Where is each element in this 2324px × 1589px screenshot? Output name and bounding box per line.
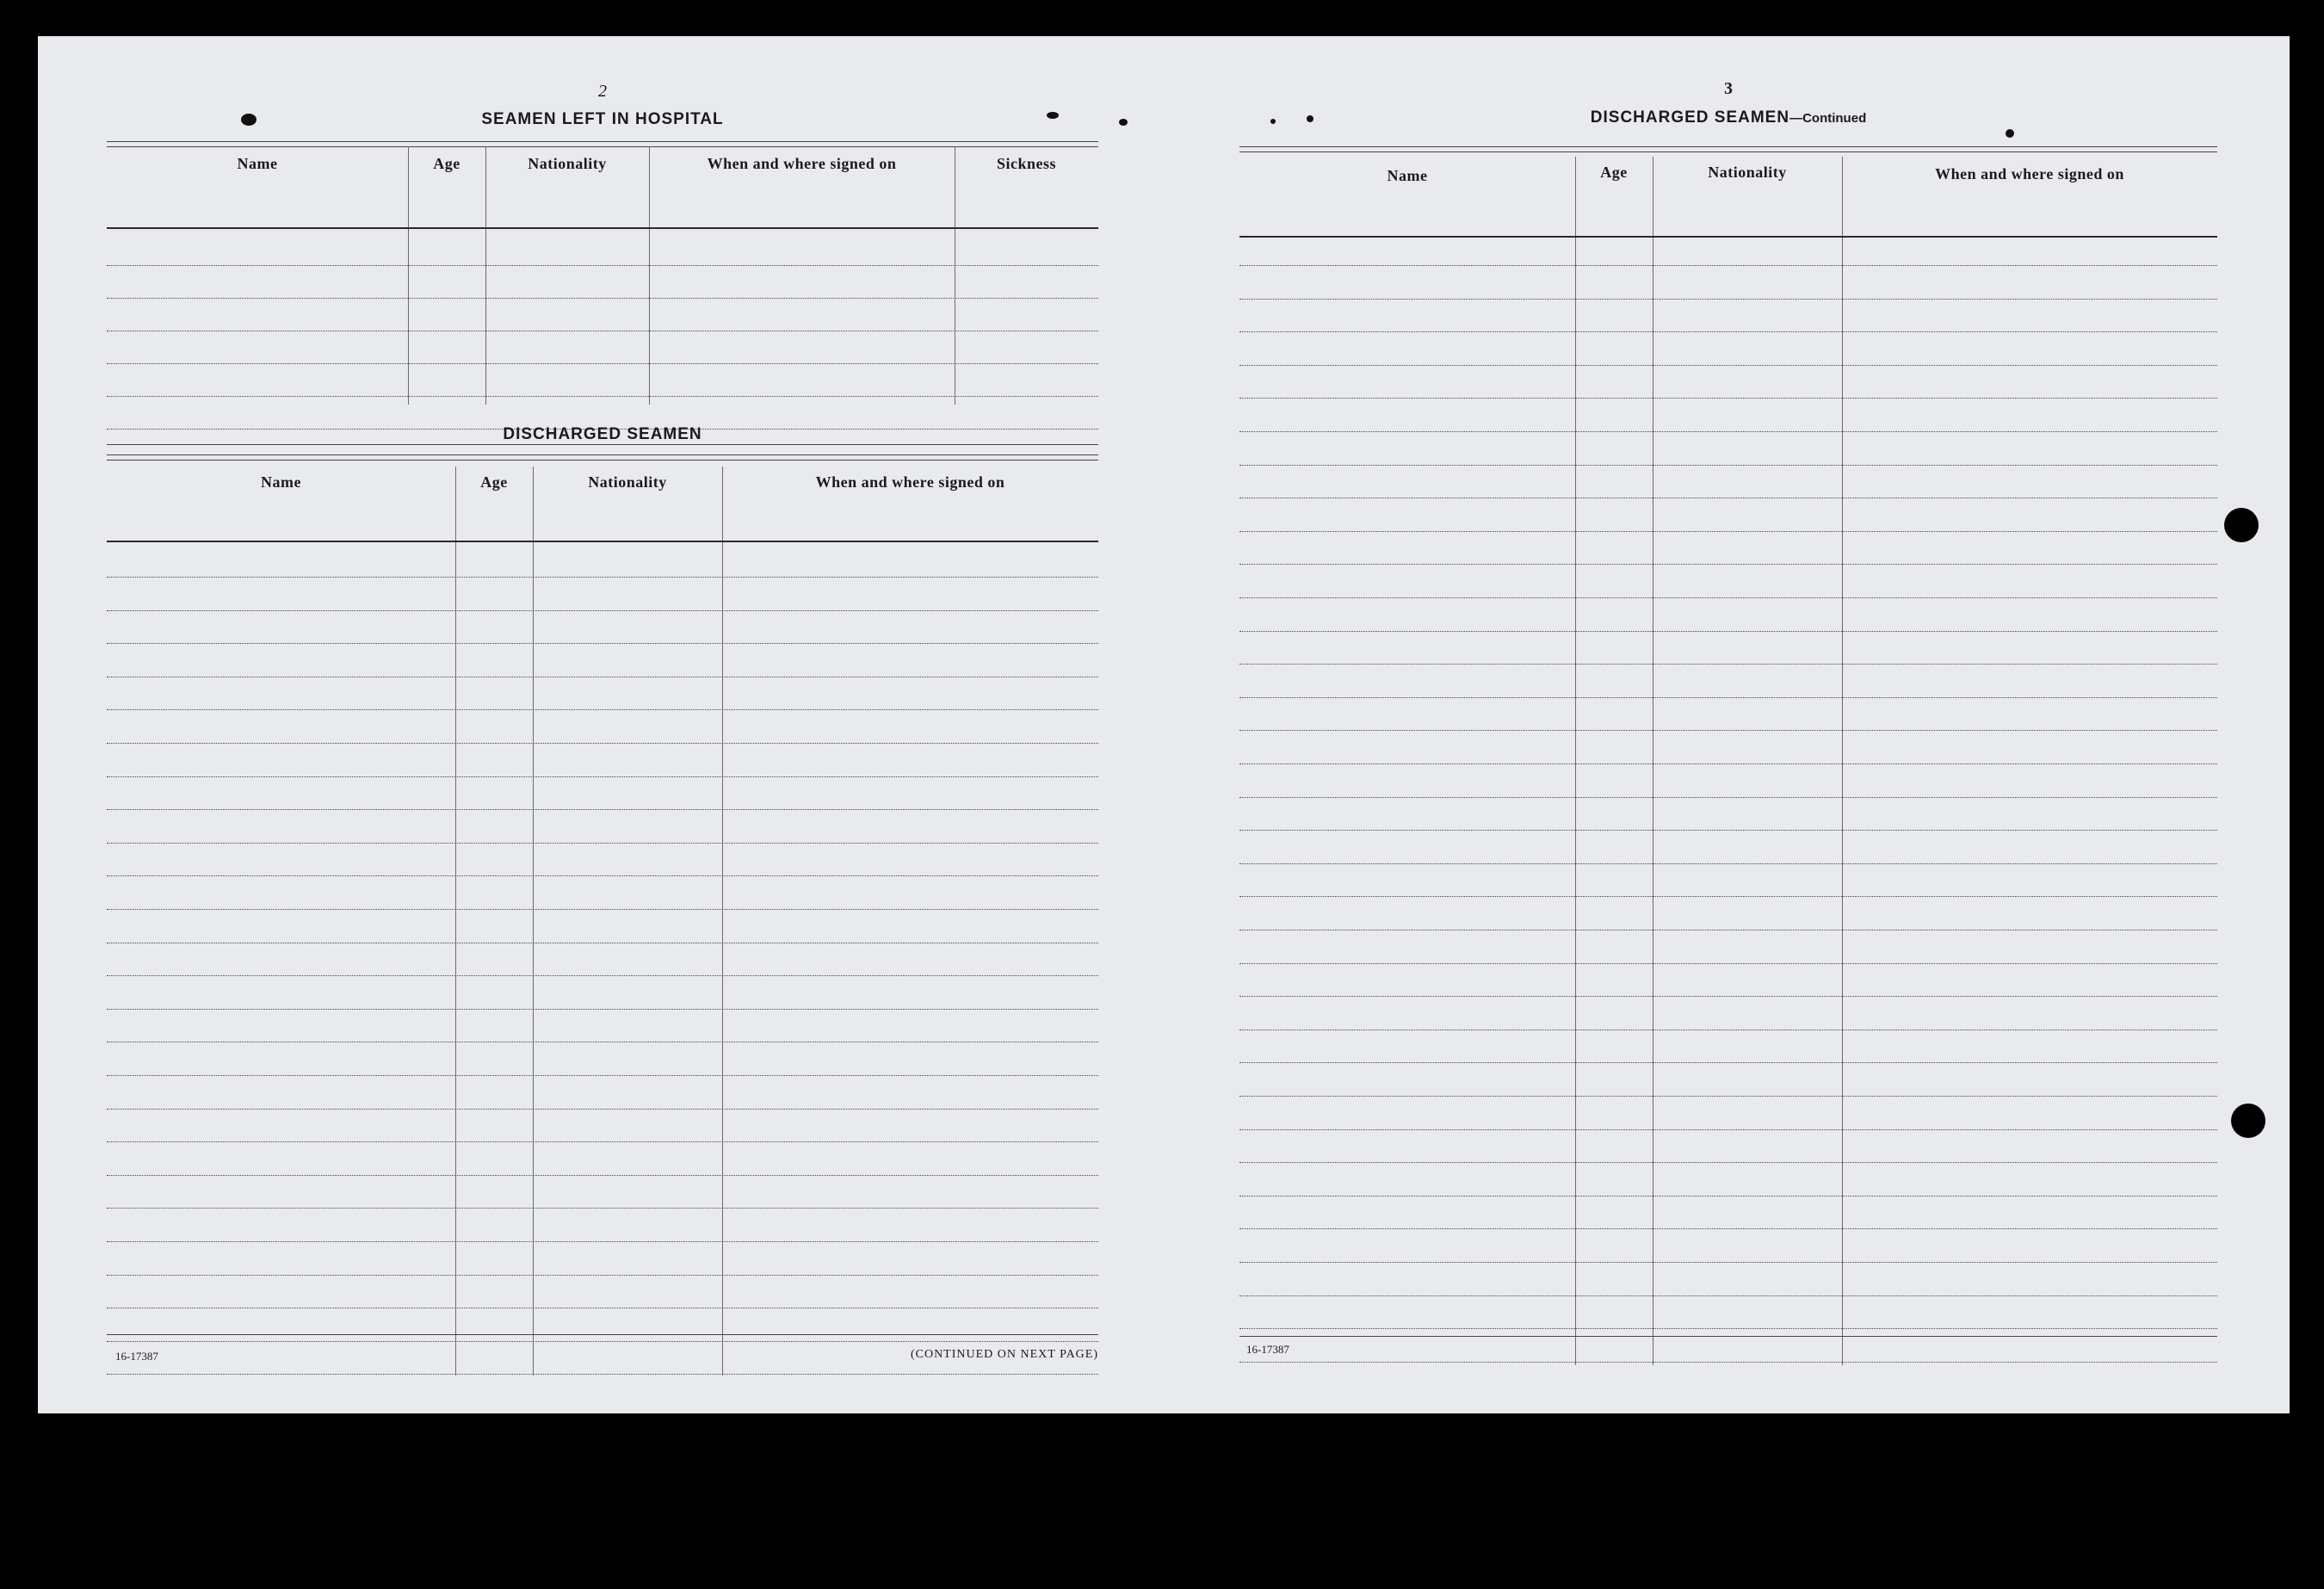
entry-row-line[interactable] <box>107 1208 1098 1209</box>
entry-row-line[interactable] <box>1239 1328 2217 1329</box>
col-header-name: Name <box>237 155 278 172</box>
entry-row-line[interactable] <box>107 298 1098 299</box>
column-divider <box>408 146 409 405</box>
col-header-name: Name <box>1387 167 1428 184</box>
discharged-table <box>107 467 1098 1379</box>
punch-hole <box>2224 508 2259 542</box>
entry-row-line[interactable] <box>1239 896 2217 897</box>
column-divider <box>533 467 534 1376</box>
column-divider <box>455 467 456 1376</box>
entry-row-line[interactable] <box>107 643 1098 644</box>
form-code-right: 16-17387 <box>1246 1343 1289 1356</box>
entry-row-line[interactable] <box>107 809 1098 810</box>
scan-speck <box>1047 112 1059 119</box>
discharged-continued-table <box>1239 157 2217 1379</box>
column-divider <box>649 146 650 405</box>
entry-row-line[interactable] <box>107 709 1098 710</box>
entry-row-line[interactable] <box>107 1075 1098 1076</box>
scan-speck <box>241 114 257 126</box>
entry-row-line[interactable] <box>1239 697 2217 698</box>
continued-note: (CONTINUED ON NEXT PAGE) <box>910 1348 1098 1361</box>
page-number-right: 3 <box>1724 79 1733 98</box>
entry-row-line[interactable] <box>107 1009 1098 1010</box>
discharged-continued-title-suffix: —Continued <box>1789 111 1867 126</box>
entry-row-line[interactable] <box>1239 1162 2217 1163</box>
entry-row-line[interactable] <box>107 1275 1098 1276</box>
col-header-sickness: Sickness <box>996 155 1057 172</box>
entry-row-line[interactable] <box>107 610 1098 611</box>
discharged-continued-title <box>1239 108 2217 127</box>
entry-row-line[interactable] <box>1239 531 2217 532</box>
entry-row-line[interactable] <box>1239 996 2217 997</box>
entry-row-line[interactable] <box>107 1141 1098 1142</box>
double-rule <box>1239 146 2217 152</box>
column-divider <box>485 146 486 405</box>
form-code-left: 16-17387 <box>115 1350 158 1363</box>
col-header-nationality: Nationality <box>1708 164 1787 181</box>
entry-row-line[interactable] <box>1239 830 2217 831</box>
entry-row-line[interactable] <box>1239 1062 2217 1063</box>
entry-row-line[interactable] <box>107 265 1098 266</box>
discharged-section-title: DISCHARGED SEAMEN <box>503 425 702 443</box>
col-header-age: Age <box>1600 164 1628 181</box>
entry-row-line[interactable] <box>107 843 1098 844</box>
column-divider <box>1842 157 1843 1365</box>
entry-row-line[interactable] <box>1239 365 2217 366</box>
entry-row-line[interactable] <box>1239 963 2217 964</box>
col-header-nationality: Nationality <box>588 473 667 491</box>
col-header-signed-on: When and where signed on <box>1935 165 2124 182</box>
col-header-nationality: Nationality <box>528 155 607 172</box>
entry-row-line[interactable] <box>1239 1362 2217 1363</box>
entry-row-line[interactable] <box>1239 431 2217 432</box>
column-divider <box>1575 157 1576 1365</box>
entry-row-line[interactable] <box>1239 664 2217 665</box>
entry-row-line[interactable] <box>107 577 1098 578</box>
bottom-rule <box>1239 1336 2217 1339</box>
hospital-section-title: SEAMEN LEFT IN HOSPITAL <box>481 110 724 128</box>
form-sheet <box>38 36 2290 1413</box>
col-header-signed-on: When and where signed on <box>815 473 1005 491</box>
header-rule <box>107 541 1098 542</box>
entry-row-line[interactable] <box>1239 797 2217 798</box>
section-rule <box>107 444 1098 447</box>
entry-row-line[interactable] <box>107 1241 1098 1242</box>
entry-row-line[interactable] <box>1239 1029 2217 1030</box>
scan-speck <box>2006 129 2014 138</box>
entry-row-line[interactable] <box>1239 465 2217 466</box>
header-rule <box>107 227 1098 229</box>
col-header-age: Age <box>480 473 508 491</box>
column-divider <box>722 467 723 1376</box>
entry-row-line[interactable] <box>1239 1262 2217 1263</box>
double-rule <box>107 141 1098 147</box>
entry-row-line[interactable] <box>107 1341 1098 1342</box>
scan-speck <box>1270 119 1276 124</box>
col-header-signed-on: When and where signed on <box>707 155 897 172</box>
entry-row-line[interactable] <box>1239 730 2217 731</box>
entry-row-line[interactable] <box>1239 398 2217 399</box>
hospital-table <box>107 155 1098 448</box>
entry-row-line[interactable] <box>1239 299 2217 300</box>
entry-row-line[interactable] <box>107 396 1098 397</box>
entry-row-line[interactable] <box>1239 631 2217 632</box>
entry-row-line[interactable] <box>107 975 1098 976</box>
entry-row-line[interactable] <box>1239 863 2217 864</box>
entry-row-line[interactable] <box>107 1175 1098 1176</box>
col-header-age: Age <box>433 155 460 172</box>
entry-row-line[interactable] <box>107 776 1098 777</box>
discharged-continued-title-main: DISCHARGED SEAMEN <box>1590 108 1790 127</box>
entry-row-line[interactable] <box>1239 331 2217 332</box>
entry-row-line[interactable] <box>1239 1096 2217 1097</box>
entry-row-line[interactable] <box>107 1374 1098 1375</box>
entry-row-line[interactable] <box>1239 1295 2217 1296</box>
page-number-left: 2 <box>598 82 607 101</box>
entry-row-line[interactable] <box>107 875 1098 876</box>
entry-row-line[interactable] <box>1239 1228 2217 1229</box>
entry-row-line[interactable] <box>1239 564 2217 565</box>
scan-speck <box>1119 119 1128 126</box>
bottom-rule <box>107 1334 1098 1337</box>
header-rule <box>1239 236 2217 238</box>
scan-speck <box>1307 115 1313 122</box>
double-rule <box>107 454 1098 461</box>
entry-row-line[interactable] <box>107 363 1098 364</box>
entry-row-line[interactable] <box>1239 1129 2217 1130</box>
entry-row-line[interactable] <box>1239 597 2217 598</box>
col-header-name: Name <box>261 473 301 491</box>
punch-hole <box>2231 1104 2265 1138</box>
entry-row-line[interactable] <box>107 743 1098 744</box>
entry-row-line[interactable] <box>1239 930 2217 931</box>
entry-row-line[interactable] <box>107 1109 1098 1110</box>
entry-row-line[interactable] <box>1239 265 2217 266</box>
entry-row-line[interactable] <box>107 909 1098 910</box>
